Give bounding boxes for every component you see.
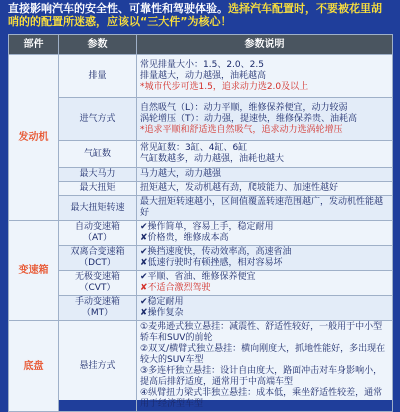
param-line: 自动变速箱	[74, 222, 120, 232]
desc-line: 气缸数越多，动力越强，油耗也越大	[140, 154, 285, 164]
desc-line: 最大扭矩转速越小，区间值覆盖转速范围越广，发动机性能越好	[140, 197, 384, 218]
table-row	[9, 168, 393, 182]
desc-line: ④纵臂扭力梁式非独立悬挂：成本低，乘坐舒适性较差，通常用于经济型车型	[140, 388, 383, 409]
param-torque-speed: 最大扭矩转速	[59, 196, 137, 221]
desc-line: 排量越大，动力越强，油耗越高	[140, 70, 267, 81]
param-line: 双离合变速箱	[70, 247, 125, 257]
table-row	[9, 321, 393, 412]
param-torque: 最大扭矩	[59, 182, 137, 196]
intro-part1: 直接影响汽车的安全性、可靠性和驾驶体验。	[8, 2, 228, 15]
desc-suspension	[137, 321, 393, 412]
desc-line: ✘操作复杂	[140, 308, 184, 318]
intro-text	[0, 0, 400, 30]
desc-cylinders	[137, 141, 393, 168]
desc-torque-speed	[137, 196, 393, 221]
table-row	[9, 271, 393, 296]
desc-warning: *城市代步可选1.5，追求动力选2.0及以上	[140, 81, 309, 92]
desc-line: ✘不适合激烈驾驶	[140, 283, 211, 293]
desc-line: 常见缸数：3缸、4缸、6缸	[140, 143, 248, 153]
desc-cvt	[137, 271, 393, 296]
desc-line: 涡轮增压（T）：动力强，提速快，维修保养贵、油耗高	[140, 113, 357, 124]
config-table	[8, 34, 393, 412]
header-parameter: 参数	[59, 35, 137, 55]
table-row	[9, 296, 393, 321]
param-line: （AT）	[83, 233, 112, 243]
section-engine: 发动机	[9, 55, 59, 221]
param-cvt	[59, 271, 137, 296]
param-displacement: 排量	[59, 55, 137, 98]
intro-highlight: 选择汽车配置时，不要被花里胡哨的的配置所迷惑，应该以“三大件”为核心！	[8, 2, 382, 28]
param-intake: 进气方式	[59, 98, 137, 141]
param-cylinders: 气缸数	[59, 141, 137, 168]
desc-line: 自然吸气（L）：动力平顺，维修保养便宜，动力较弱	[140, 102, 348, 113]
table-row	[9, 246, 393, 271]
param-line: 无极变速箱	[74, 272, 120, 282]
param-at	[59, 221, 137, 246]
config-table-card	[8, 34, 392, 409]
desc-line: ✔平顺、省油、维修保养便宜	[140, 272, 256, 282]
table-row	[9, 55, 393, 98]
param-mt	[59, 296, 137, 321]
desc-line: ③多连杆独立悬挂：设计自由度大，路面冲击对车身影响小，提高后排舒适度，通常用于中高端车型	[140, 366, 383, 387]
desc-horsepower	[137, 168, 393, 182]
table-row	[9, 196, 393, 221]
table-row	[9, 182, 393, 196]
desc-line: ②双叉/横臂式独立悬挂：横向刚度大，抓地性能好，多出现在较大的SUV车型	[140, 344, 386, 365]
table-row	[9, 141, 393, 168]
header-component: 部件	[9, 35, 59, 55]
desc-line: ✔换挡速度快，传动效率高，高速省油	[140, 247, 292, 257]
param-line: 手动变速箱	[74, 297, 120, 307]
desc-line: 扭矩越大，发动机越有劲，爬坡能力、加速性越好	[140, 183, 339, 193]
section-gearbox: 变速箱	[9, 221, 59, 321]
desc-torque	[137, 182, 393, 196]
table-row	[9, 98, 393, 141]
header-description: 参数说明	[137, 35, 393, 55]
table-row	[9, 221, 393, 246]
desc-displacement	[137, 55, 393, 98]
param-dct	[59, 246, 137, 271]
desc-intake	[137, 98, 393, 141]
desc-dct	[137, 246, 393, 271]
desc-mt	[137, 296, 393, 321]
desc-warning: *追求平顺和舒适选自然吸气，追求动力选涡轮增压	[140, 124, 343, 135]
param-line: （CVT）	[79, 283, 116, 293]
desc-at	[137, 221, 393, 246]
desc-line: ✔操作简单，容易上手，稳定耐用	[140, 222, 274, 232]
param-line: （DCT）	[79, 258, 116, 268]
desc-line: ✘低速行驶时有顿挫感，相对容易坏	[140, 258, 283, 268]
desc-line: ✘价格贵，维修成本高	[140, 233, 229, 243]
table-header-row	[9, 35, 393, 55]
param-line: （MT）	[81, 308, 114, 318]
desc-line: ✔稳定耐用	[140, 297, 184, 307]
desc-line: 马力越大，动力越强	[140, 169, 222, 179]
param-suspension: 悬挂方式	[59, 321, 137, 412]
desc-line: 常见排量大小：1.5、2.0、2.5	[140, 59, 264, 70]
param-horsepower: 最大马力	[59, 168, 137, 182]
desc-line: ①麦弗逊式独立悬挂：减震性、舒适性较好，一般用于中小型轿车和SUV的前轮	[140, 322, 383, 343]
section-chassis: 底盘	[9, 321, 59, 412]
